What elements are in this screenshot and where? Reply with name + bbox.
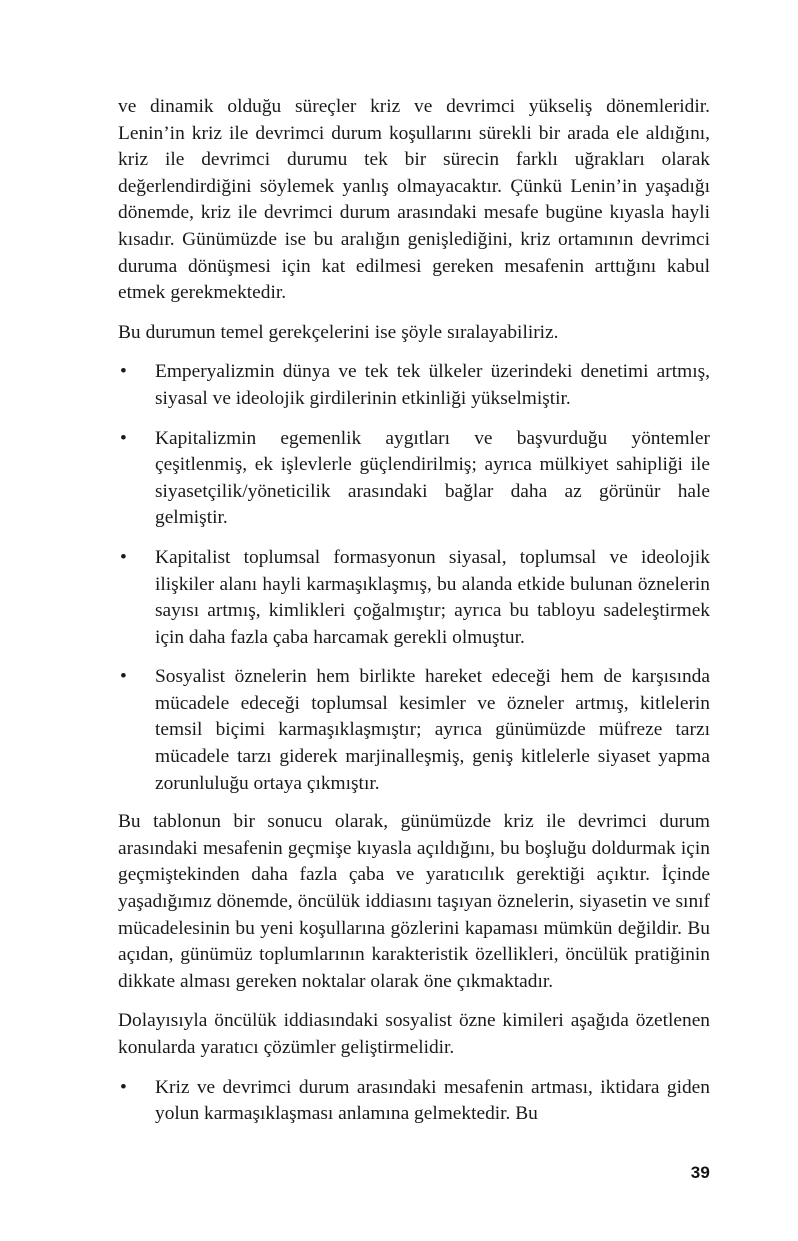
list-item-text: Emperyalizmin dünya ve tek tek ülkeler üzerindeki denetimi artmış, siyasal ve ideolojik girdilerinin etkinliği yükselmiştir. xyxy=(155,361,710,409)
paragraph: ve dinamik olduğu süreçler kriz ve devrimci yükseliş dönemleridir. Lenin’in kriz ile devrimci durum koşullarını sürekli bir arada ele aldığını, kriz ile devrimci durumu tek bir sürecin farklı uğrakları olarak değerlendirdiğini söylemek yanlış olmayacaktır. Çünkü Lenin’in yaşadığı dönemde, kriz ile devrimci durum arasındaki mesafe bugüne kıyasla hayli kısadır. Günümüzde ise bu aralığın genişlediğini, kriz ortamının devrimci duruma dönüşmesi için kat edilmesi gereken mesafenin arttığını kabul etmek gerekmektedir. xyxy=(118,96,710,304)
list-item-text: Sosyalist öznelerin hem birlikte hareket edeceği hem de karşısında mücadele edeceği toplumsal kesimler ve özneler artmış, kitlelerin temsil biçimi karmaşıklaşmıştır; ayrıca günümüzde müfreze tarzı mücadele tarzı giderek marjinalleşmiş, geniş kitlelerle siyaset yapma zorunluluğu ortaya çıkmıştır. xyxy=(155,666,710,794)
bullet-icon: • xyxy=(120,666,127,688)
bullet-list xyxy=(118,359,710,797)
list-item xyxy=(118,426,710,532)
bullet-icon: • xyxy=(120,427,127,449)
bullet-list xyxy=(118,1075,710,1128)
bullet-icon: • xyxy=(120,546,127,568)
bullet-icon: • xyxy=(120,1076,127,1098)
page-number: 39 xyxy=(690,1163,710,1182)
list-item xyxy=(118,1075,710,1128)
paragraph: Bu durumun temel gerekçelerini ise şöyle sıralayabiliriz. xyxy=(118,321,559,343)
text-column xyxy=(118,94,710,1140)
bullet-icon: • xyxy=(120,361,127,383)
list-item-text: Kapitalist toplumsal formasyonun siyasal, toplumsal ve ideolojik ilişkiler alanı hayli karmaşıklaşmış, bu alanda etkide bulunan öznelerin sayısı artmış, kimlikleri çoğalmıştır; ayrıca bu tabloyu sadeleştirmek için daha fazla çaba harcamak gerekli olmuştur. xyxy=(155,546,710,648)
list-item xyxy=(118,664,710,797)
list-item xyxy=(118,359,710,412)
list-item-text: Kriz ve devrimci durum arasındaki mesafenin artması, iktidara giden yolun karmaşıklaşması anlamına gelmektedir. Bu xyxy=(155,1076,710,1125)
paragraph: Dolayısıyla öncülük iddiasındaki sosyalist özne kimileri aşağıda özetlenen konularda yaratıcı çözümler geliştirmelidir. xyxy=(118,1010,710,1058)
list-item xyxy=(118,545,710,651)
list-item-text: Kapitalizmin egemenlik aygıtları ve başvurduğu yöntemler çeşitlenmiş, ek işlevlerle güçlendirilmiş; ayrıca mülkiyet sahipliği ile siyasetçilik/yöneticilik arasındaki bağlar daha az görünür hale gelmiştir. xyxy=(155,427,710,529)
paragraph: Bu tablonun bir sonucu olarak, günümüzde kriz ile devrimci durum arasındaki mesafenin geçmişe kıyasla açıldığını, bu boşluğu doldurmak için geçmiştekinden daha fazla çaba ve yaratıcılık gerektiği açıktır. İçinde yaşadığımız dönemde, öncülük iddiasını taşıyan öznelerin, siyasetin ve sınıf mücadelesinin bu yeni koşullarına gözlerini kapaması mümkün değildir. Bu açıdan, günümüz toplumlarının karakteristik özellikleri, öncülük pratiğinin dikkate alması gereken noktalar olarak öne çıkmaktadır. xyxy=(118,811,710,992)
